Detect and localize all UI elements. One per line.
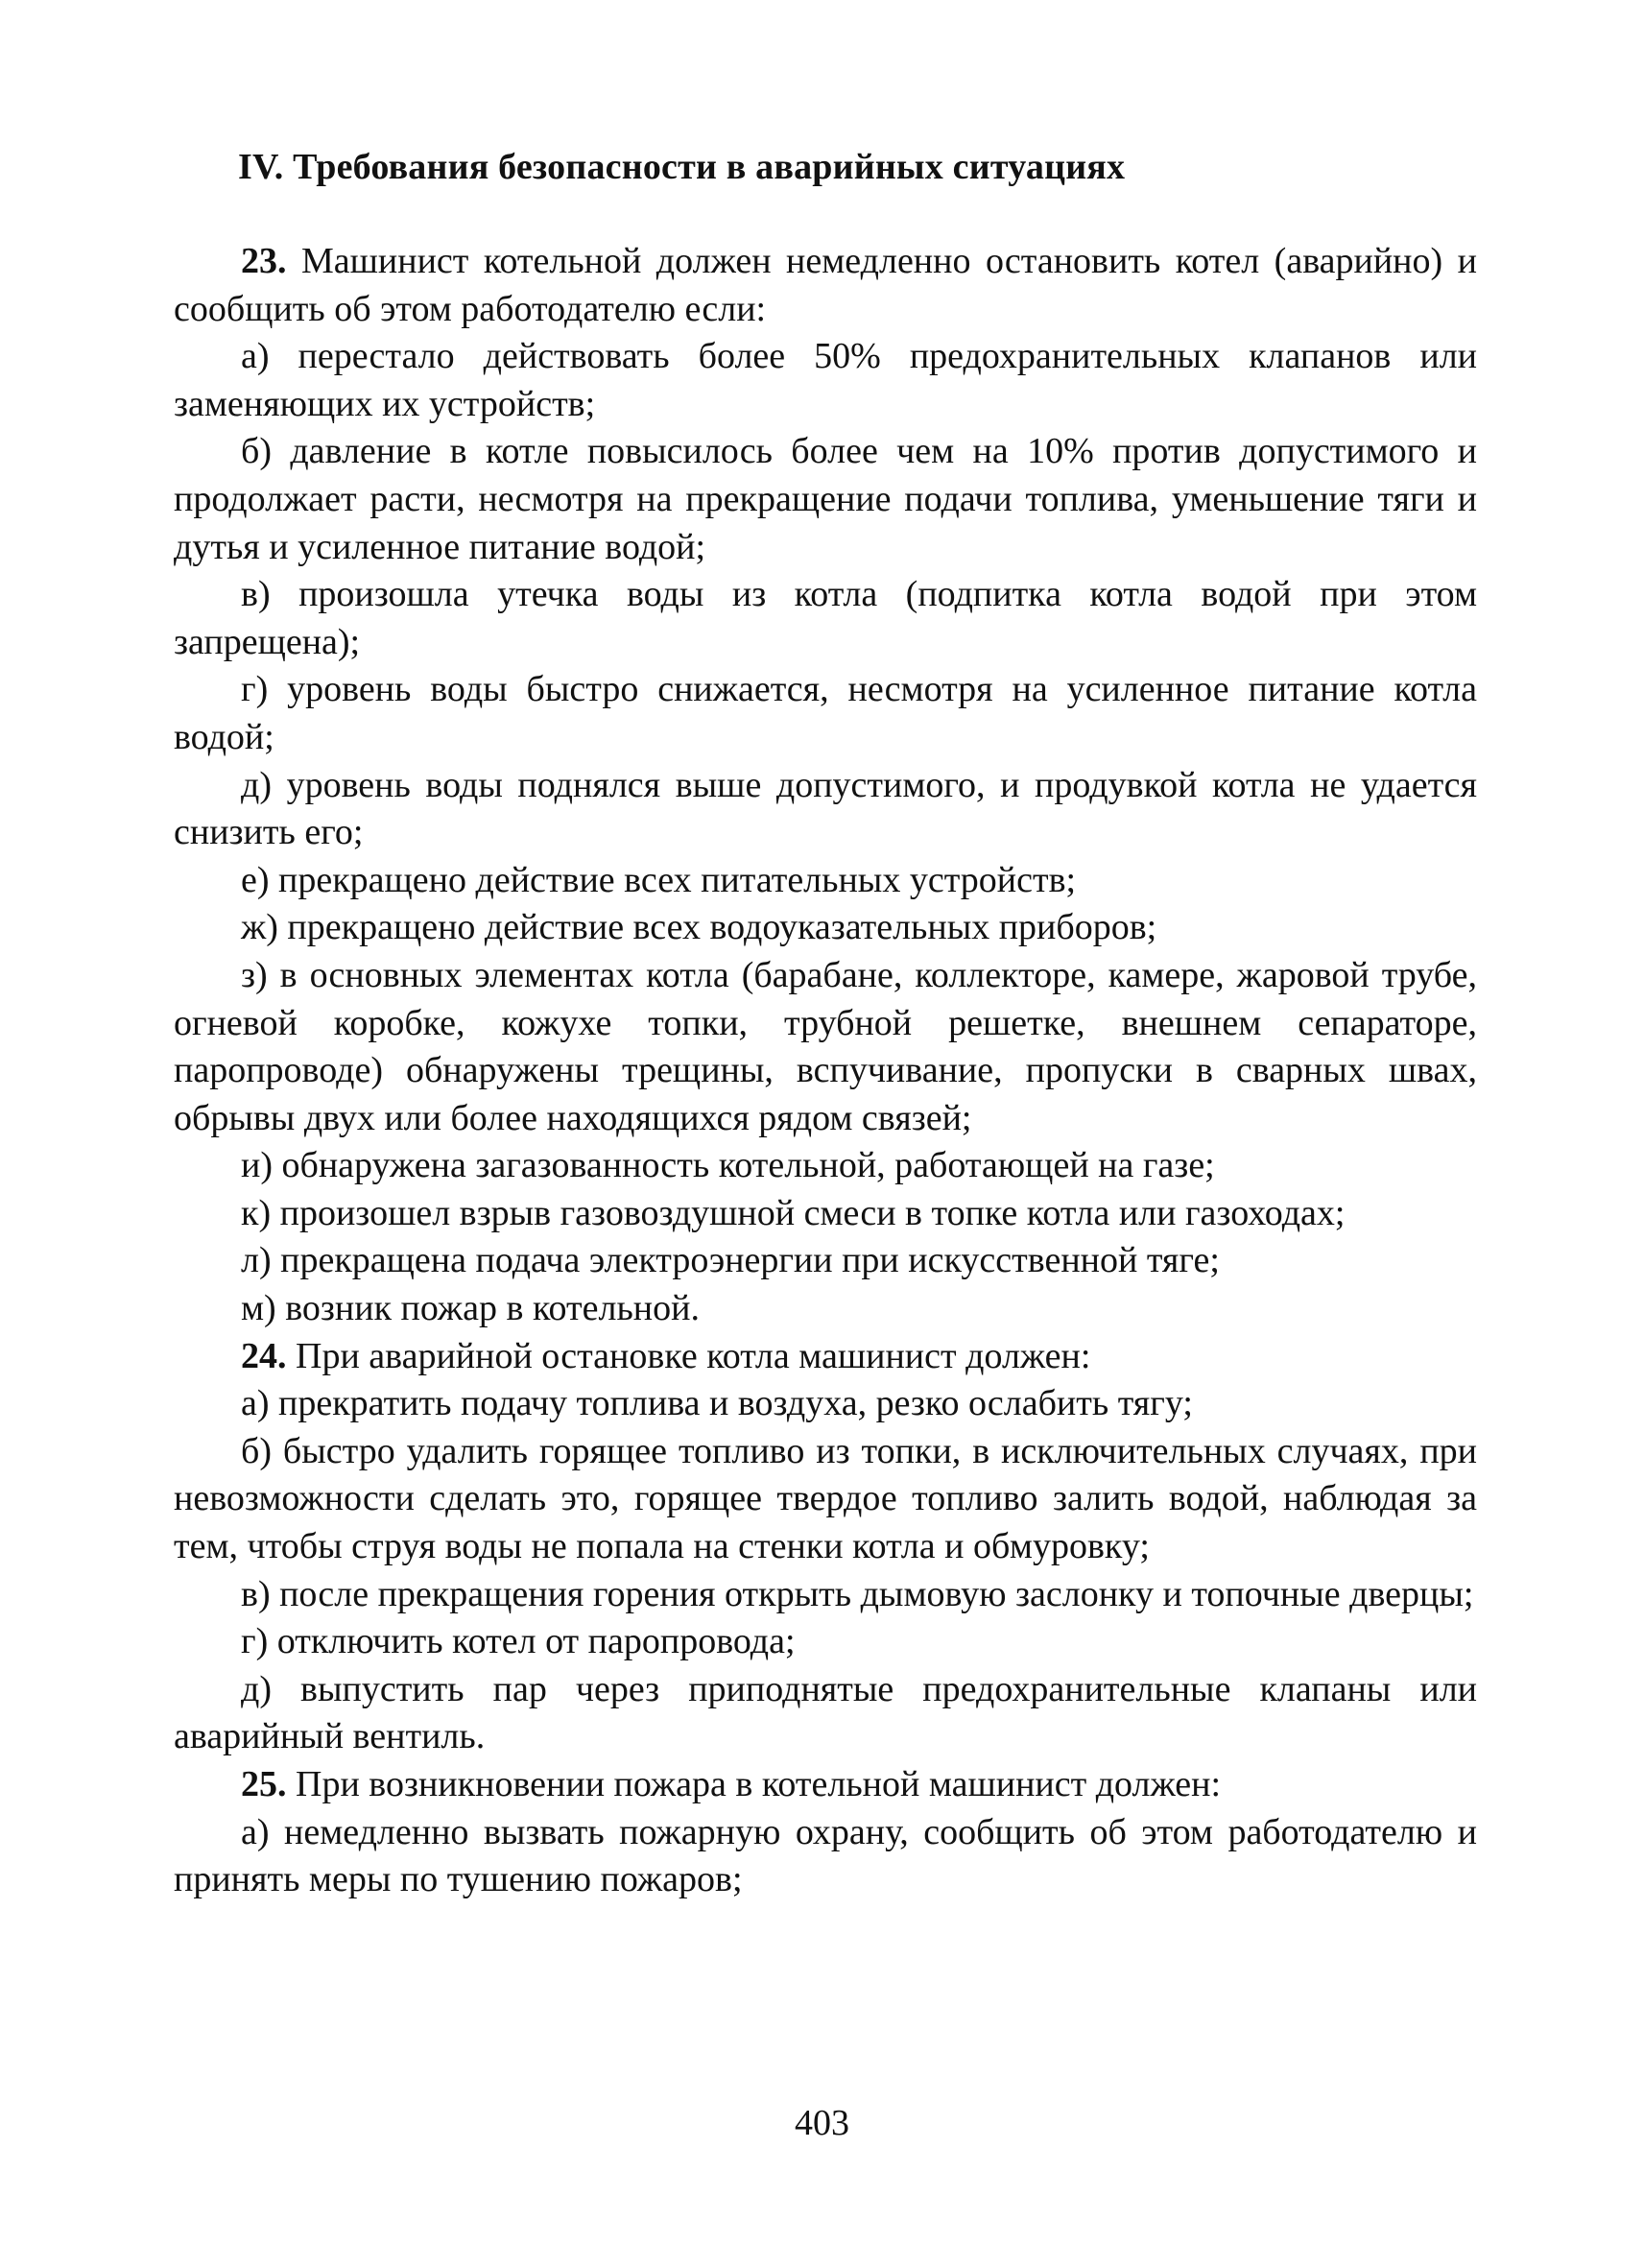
list-item-text: з) в основных элементах котла (барабане, коллекторе, камере, жаровой трубе, огневой коробке, кожухе топки, трубной решетке, внешнем сепараторе, паропроводе) обнаружены трещины, вспучивание, пропуски в сварных швах, обрывы двух или более находящихся рядом связей;: [174, 954, 1477, 1138]
list-item-text: а) перестало действовать более 50% предохранительных клапанов или заменяющих их устройств;: [174, 336, 1477, 424]
list-item-text: а) немедленно вызвать пожарную охрану, сообщить об этом работодателю и принять меры по тушению пожаров;: [174, 1811, 1477, 1900]
list-item-g: [174, 666, 1477, 761]
paragraph-number: 24.: [241, 1335, 287, 1376]
list-item-text: м) возник пожар в котельной.: [241, 1288, 700, 1329]
list-item-zh: [174, 904, 1477, 952]
paragraph-number: 25.: [241, 1764, 287, 1804]
list-item-e: [174, 857, 1477, 905]
page-number: 403: [795, 2103, 849, 2143]
list-item-a: [174, 1809, 1477, 1904]
section-title: IV. Требования безопасности в аварийных ситуациях: [238, 147, 1126, 187]
list-item-l: [174, 1237, 1477, 1285]
paragraph-text: При аварийной остановке котла машинист должен:: [286, 1335, 1091, 1376]
list-item-text: а) прекратить подачу топлива и воздуха, резко ослабить тягу;: [241, 1383, 1193, 1424]
list-item-k: [174, 1190, 1477, 1238]
list-item-text: б) давление в котле повысилось более чем на 10% против допустимого и продолжает расти, несмотря на прекращение подачи топлива, уменьшение тяги и дутья и усиленное питание водой;: [174, 431, 1477, 567]
list-item-text: л) прекращена подача электроэнергии при искусственной тяге;: [241, 1240, 1220, 1281]
list-item-d: [174, 762, 1477, 857]
list-item-b: [174, 428, 1477, 571]
list-item-text: ж) прекращено действие всех водоуказательных приборов;: [241, 907, 1157, 948]
paragraph-23: [174, 238, 1477, 333]
list-item-d: [174, 1666, 1477, 1761]
list-item-text: к) произошел взрыв газовоздушной смеси в топке котла или газоходах;: [241, 1192, 1346, 1233]
list-item-m: [174, 1285, 1477, 1333]
list-item-v: [174, 571, 1477, 666]
paragraph-number: 23.: [241, 241, 287, 281]
list-item-text: г) отключить котел от паропровода;: [241, 1621, 796, 1662]
paragraph-text: При возникновении пожара в котельной машинист должен:: [286, 1764, 1222, 1804]
list-item-text: г) уровень воды быстро снижается, несмотря на усиленное питание котла водой;: [174, 669, 1477, 757]
paragraph-text: Машинист котельной должен немедленно остановить котел (аварийно) и сообщить об этом работодателю если:: [174, 241, 1477, 329]
list-item-text: д) уровень воды поднялся выше допустимого, и продувкой котла не удается снизить его;: [174, 764, 1477, 853]
list-item-text: и) обнаружена загазованность котельной, работающей на газе;: [241, 1145, 1215, 1186]
list-item-a: [174, 1380, 1477, 1428]
paragraph-24: [174, 1333, 1477, 1381]
list-item-text: б) быстро удалить горящее топливо из топки, в исключительных случаях, при невозможности сделать это, горящее твердое топливо залить водой, наблюдая за тем, чтобы струя воды не попала на стенки котла и обмуровку;: [174, 1430, 1477, 1567]
list-item-z: [174, 952, 1477, 1142]
list-item-a: [174, 333, 1477, 428]
list-item-b: [174, 1428, 1477, 1571]
paragraph-25: [174, 1761, 1477, 1809]
list-item-text: в) после прекращения горения открыть дымовую заслонку и топочные дверцы;: [241, 1573, 1474, 1614]
list-item-v: [174, 1571, 1477, 1619]
list-item-i: [174, 1142, 1477, 1190]
list-item-text: в) произошла утечка воды из котла (подпитка котла водой при этом запрещена);: [174, 574, 1477, 662]
list-item-text: д) выпустить пар через приподнятые предохранительные клапаны или аварийный вентиль.: [174, 1668, 1477, 1757]
page-content: [174, 144, 1477, 1904]
list-item-text: е) прекращено действие всех питательных устройств;: [241, 859, 1077, 900]
list-item-g: [174, 1618, 1477, 1666]
